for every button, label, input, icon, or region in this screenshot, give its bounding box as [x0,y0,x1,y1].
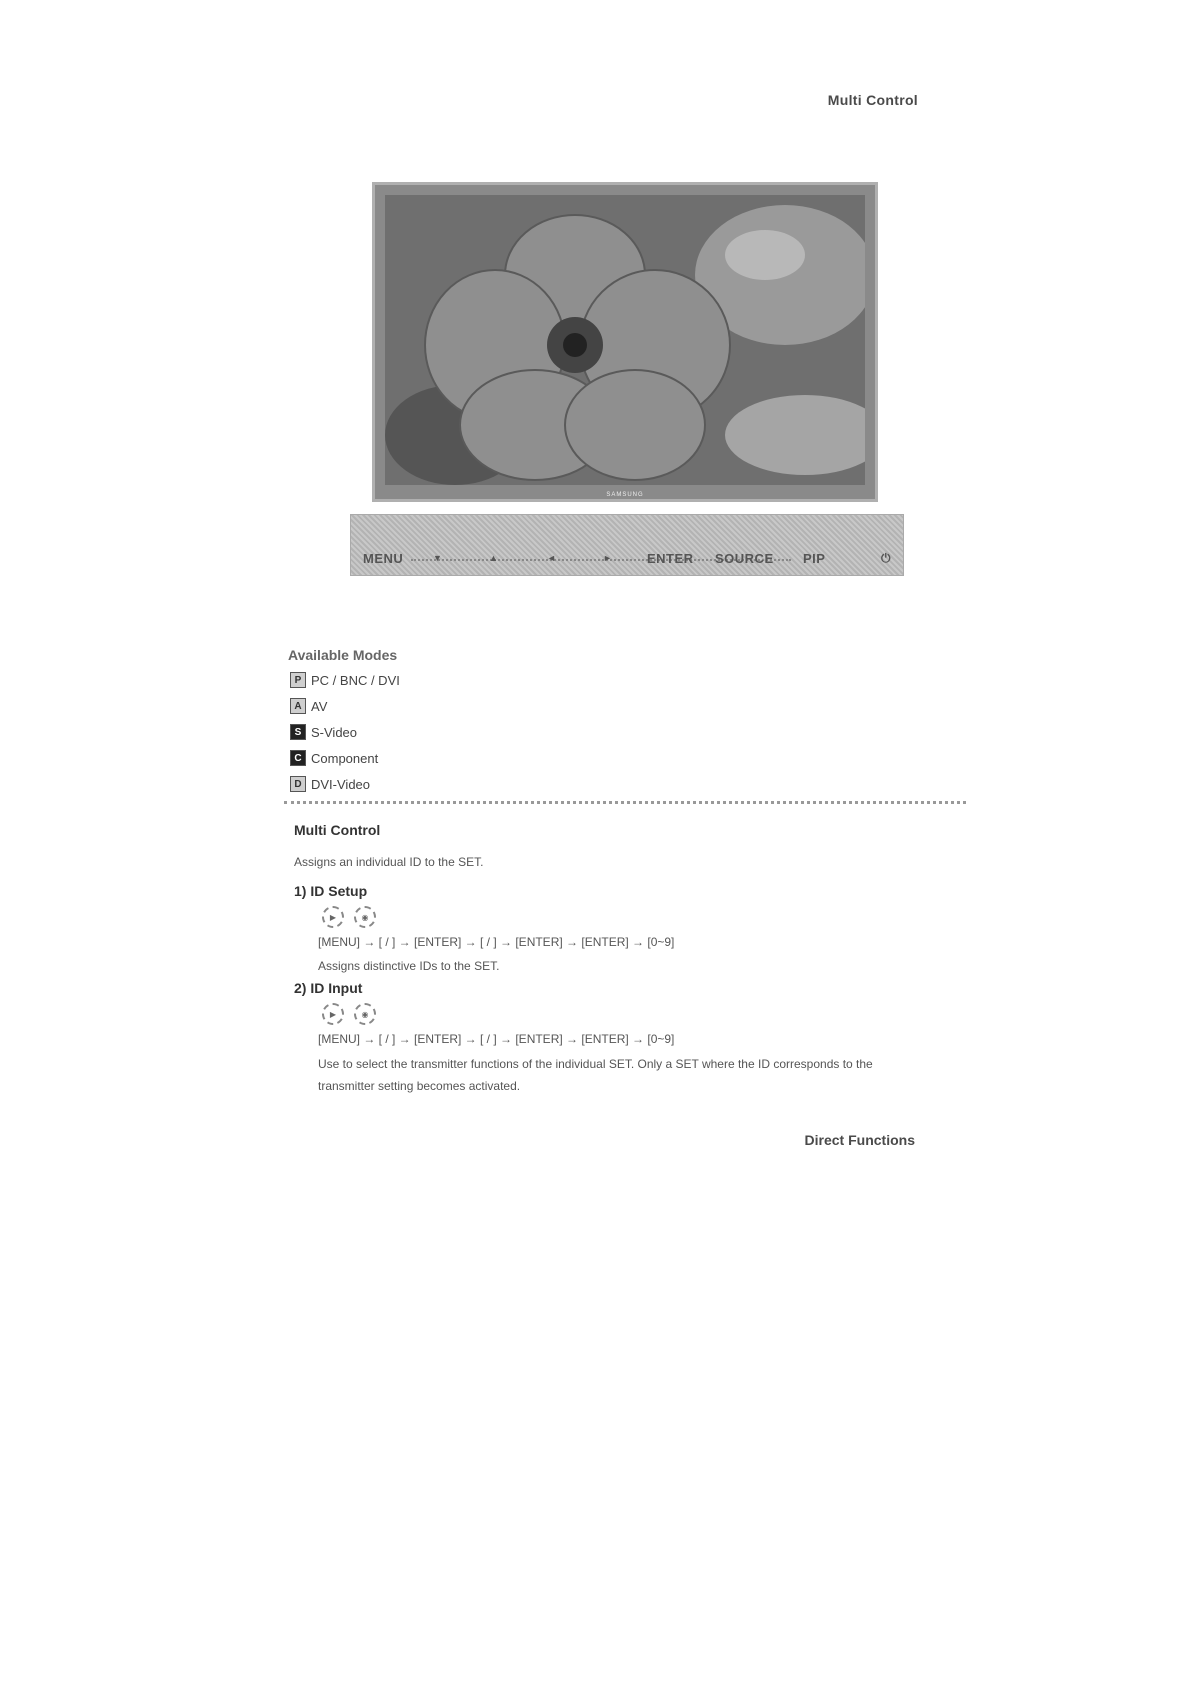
up-button[interactable]: ▲ [489,553,499,563]
mode-label: S-Video [311,724,358,740]
monitor-image [372,182,878,502]
mode-item [290,722,357,742]
id-input-description-line1: Use to select the transmitter functions of the individual SET. Only a SET where the ID corresponds to the [318,1057,873,1071]
mode-label: PC / BNC / DVI [311,672,400,688]
page-title: Multi Control [827,92,918,108]
modes-title: Available Modes [288,647,398,663]
mode-label: DVI-Video [311,776,371,792]
mode-item [290,774,370,794]
id-setup-icons [322,906,376,928]
control-panel [350,514,904,576]
id-setup-description: Assigns distinctive IDs to the SET. [318,959,500,973]
pc-mode-icon: P [290,672,306,688]
pip-button[interactable]: PIP [803,551,826,566]
id-input-path: [MENU] → [ / ] → [ENTER] → [ / ] → [ENTER] → [ENTER] → [0~9] [318,1032,675,1046]
dvi-video-mode-icon: D [290,776,306,792]
component-mode-icon: C [290,750,306,766]
remote-icon: ◉ [354,906,376,928]
power-icon[interactable]: ⏻ [881,551,891,565]
id-input-description-line2: transmitter setting becomes activated. [318,1079,521,1093]
mode-label: AV [311,698,328,714]
right-button[interactable]: ► [603,553,613,563]
enter-button[interactable]: ENTER [647,551,694,566]
brand-logo: SAMSUNG [606,492,644,498]
av-mode-icon: A [290,698,306,714]
direct-functions-link[interactable]: Direct Functions [804,1132,915,1148]
down-button[interactable]: ▼ [433,553,443,563]
svideo-mode-icon: S [290,724,306,740]
id-setup-title: 1) ID Setup [294,883,368,899]
section-title: Multi Control [294,822,381,838]
left-button[interactable]: ◄ [547,553,557,563]
mode-label: Component [311,750,379,766]
section-description: Assigns an individual ID to the SET. [294,855,484,869]
source-button[interactable]: SOURCE [715,551,774,566]
play-icon: ▶ [322,906,344,928]
id-setup-path: [MENU] → [ / ] → [ENTER] → [ / ] → [ENTER] → [ENTER] → [0~9] [318,935,675,949]
mode-item [290,696,327,716]
id-input-title: 2) ID Input [294,980,363,996]
id-input-icons [322,1003,376,1025]
play-icon: ▶ [322,1003,344,1025]
section-divider [284,801,966,804]
mode-item [290,670,400,690]
monitor-screen [385,195,865,485]
menu-button[interactable]: MENU [363,551,404,566]
remote-icon: ◉ [354,1003,376,1025]
mode-item [290,748,378,768]
flower-picture [385,195,865,485]
